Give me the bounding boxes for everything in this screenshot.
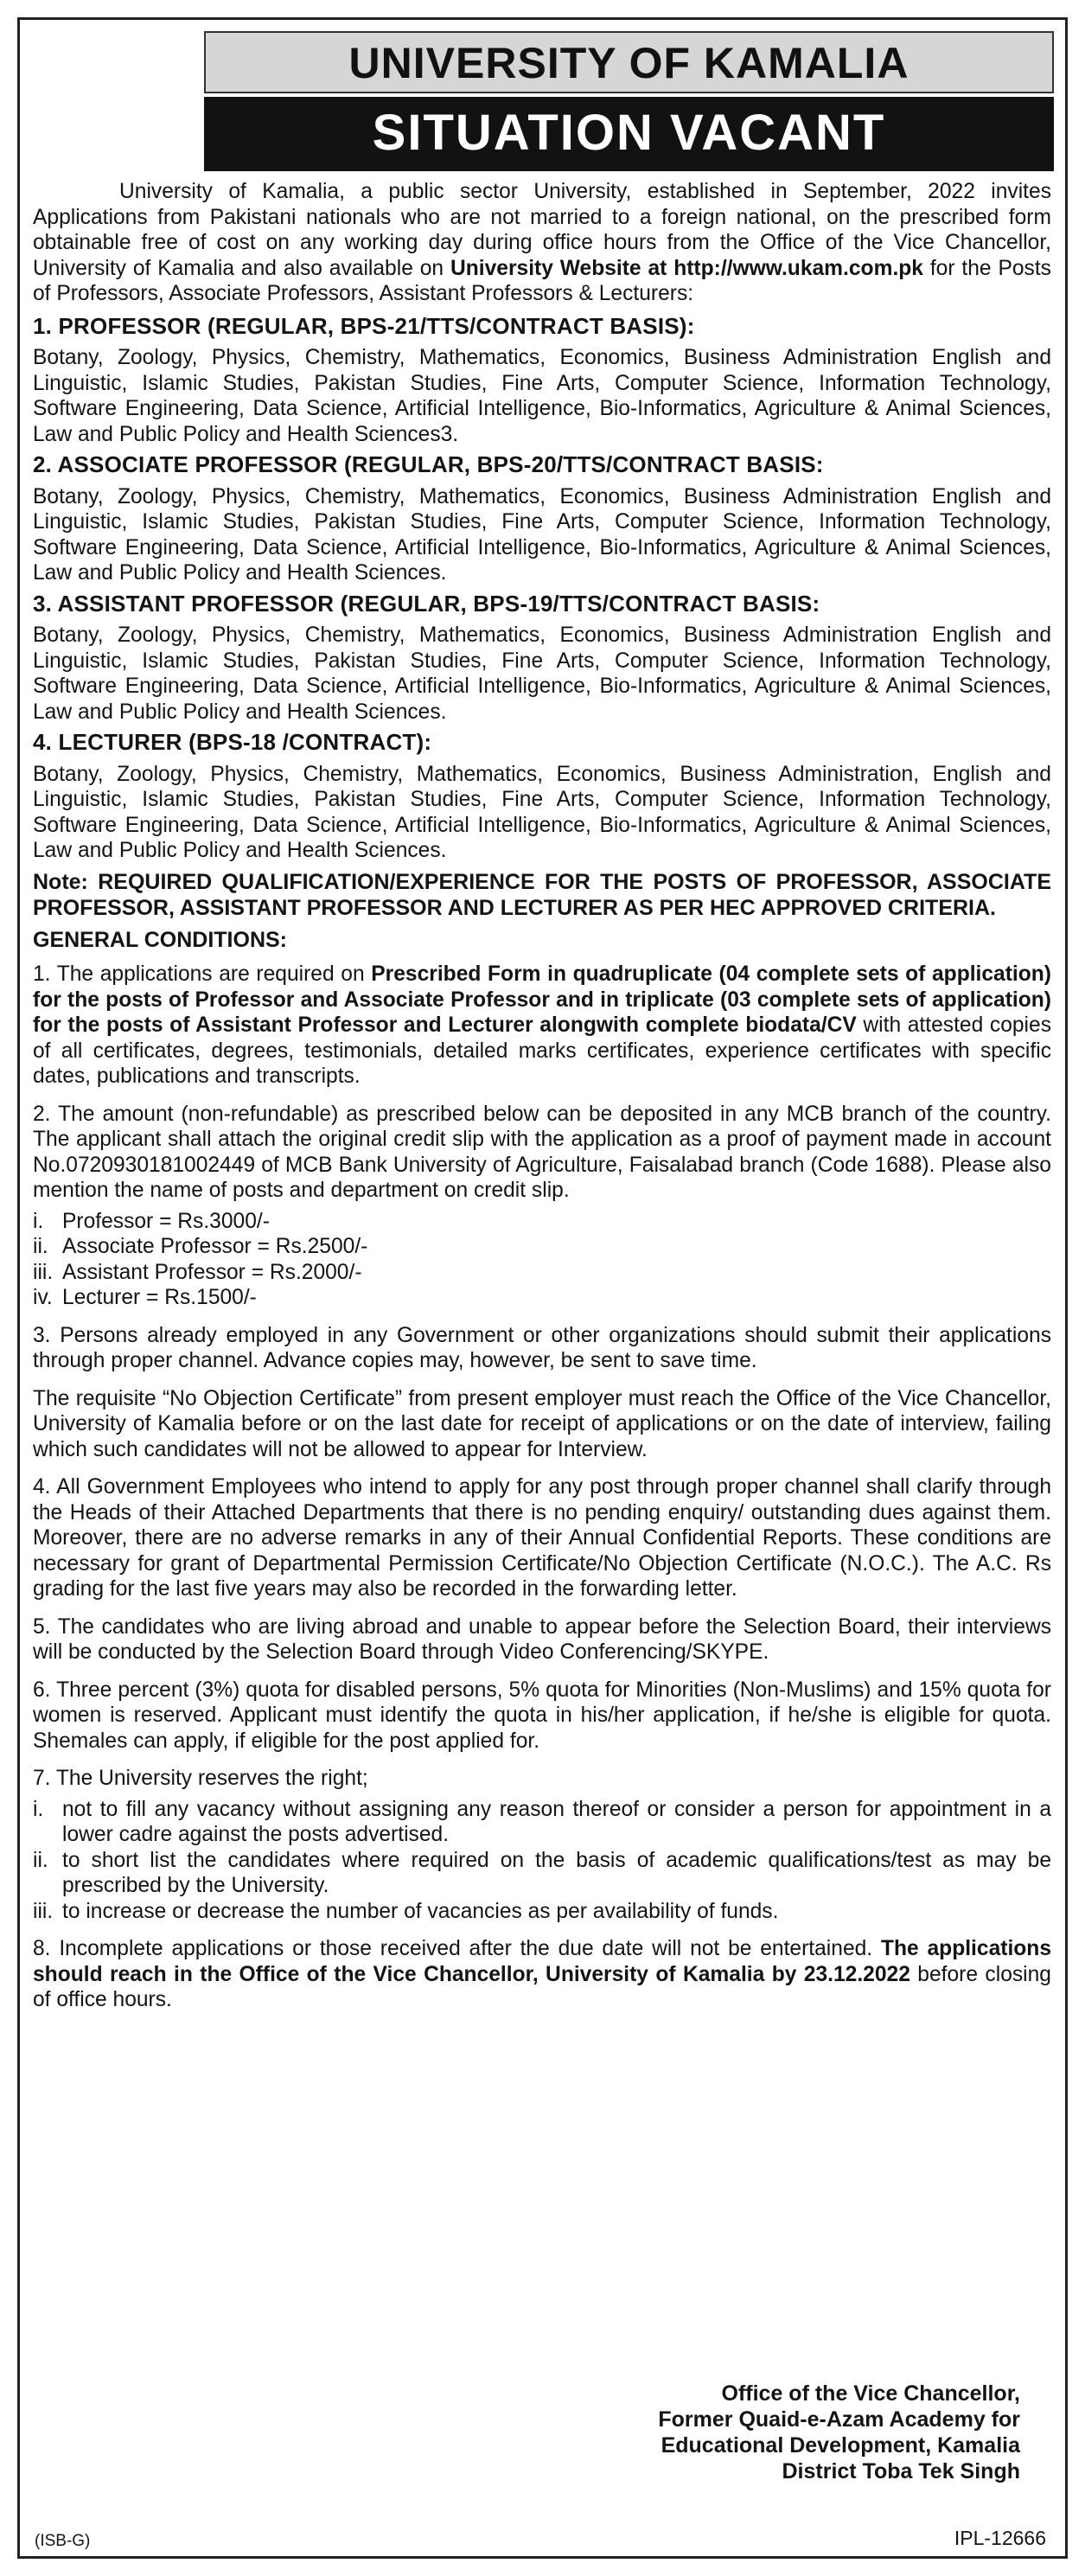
condition-5: 5. The candidates who are living abroad and unable to appear before the Selection Board, their interviews will be conducted by the Selection Board through Video Conferencing/SKYPE. <box>33 1614 1051 1664</box>
post-heading-lecturer: 4. LECTURER (BPS-18 /CONTRACT): <box>33 729 432 755</box>
post-heading-professor: 1. PROFESSOR (REGULAR, BPS-21/TTS/CONTRACT BASIS): <box>33 312 695 339</box>
fee-item: iii. Assistant Professor = Rs.2000/- <box>33 1260 362 1284</box>
post-subjects-lecturer: Botany, Zoology, Physics, Chemistry, Mathematics, Economics, Business Administration, English and Linguistic, Islamic Studies, Pakistan Studies, Fine Arts, Computer Science, Information Technology, Software Engineering, Data Science, Artificial Intelligence, Bio-Informatics, Agriculture & Animal Sciences, Law and Public Policy and Health Sciences. <box>33 762 1051 862</box>
post-subjects-associate-professor: Botany, Zoology, Physics, Chemistry, Mathematics, Economics, Business Administration English and Linguistic, Islamic Studies, Pakistan Studies, Fine Arts, Computer Science, Information Technology, Software Engineering, Data Science, Artificial Intelligence, Bio-Informatics, Agriculture & Animal Sciences, Law and Public Policy and Health Sciences. <box>33 484 1051 585</box>
post-heading-assistant-professor: 3. ASSISTANT PROFESSOR (REGULAR, BPS-19/TTS/CONTRACT BASIS: <box>33 590 820 617</box>
situation-vacant-banner: SITUATION VACANT <box>204 97 1054 171</box>
rights-item: iii. to increase or decrease the number of vacancies as per availability of funds. <box>33 1899 779 1923</box>
rights-item: i. not to fill any vacancy without assigning any reason thereof or consider a person for appointment in a lower cadre against the posts advertised. <box>33 1797 1051 1846</box>
condition-6: 6. Three percent (3%) quota for disabled persons, 5% quota for Minorities (Non-Muslims) and 15% quota for women is reserved. Applicant must identify the quota in his/her application, if he/she is eligible for quota. Shemales can apply, if eligible for the post applied for. <box>33 1678 1051 1753</box>
post-heading-associate-professor: 2. ASSOCIATE PROFESSOR (REGULAR, BPS-20/TTS/CONTRACT BASIS: <box>33 451 824 477</box>
office-line: Educational Development, Kamalia <box>661 2433 1020 2458</box>
office-line: Former Quaid-e-Azam Academy for <box>658 2407 1020 2432</box>
post-subjects-assistant-professor: Botany, Zoology, Physics, Chemistry, Mathematics, Economics, Business Administration English and Linguistic, Islamic Studies, Pakistan Studies, Fine Arts, Computer Science, Information Technology, Software Engineering, Data Science, Artificial Intelligence, Bio-Informatics, Agriculture & Animal Sciences, Law and Public Policy and Health Sciences. <box>33 623 1051 724</box>
issuing-office-block <box>658 2381 1020 2484</box>
footer-code-right: IPL-12666 <box>954 2527 1046 2549</box>
condition-8: 8. Incomplete applications or those received after the due date will not be entertained. The applications should reach in the Office of the Vice Chancellor, University of Kamalia by 23.12.2022 before closing of office hours. <box>33 1937 1051 2011</box>
condition-3: 3. Persons already employed in any Government or other organizations should submit their applications through proper channel. Advance copies may, however, be sent to save time. <box>33 1323 1051 1372</box>
advertisement-body <box>33 179 1051 2025</box>
fee-item: iv. Lecturer = Rs.1500/- <box>33 1286 257 1309</box>
office-line: Office of the Vice Chancellor, <box>721 2381 1020 2406</box>
website-link-text: University Website at http://www.ukam.com.pk <box>450 256 923 280</box>
fee-list <box>33 1209 1051 1311</box>
fee-item: i. Professor = Rs.3000/- <box>33 1209 270 1233</box>
footer-code-left: (ISB-G) <box>35 2532 91 2550</box>
fee-item: ii. Associate Professor = Rs.2500/- <box>33 1235 368 1258</box>
office-line: District Toba Tek Singh <box>782 2459 1020 2483</box>
rights-list <box>33 1797 1051 1925</box>
condition-4: 4. All Government Employees who intend to apply for any post through proper channel shall clarify through the Heads of their Attached Departments that there is no pending enquiry/ outstanding dues against them. Moreover, there are no adverse remarks in any of their Annual Confidential Reports. These conditions are necessary for grant of Departmental Permission Certificate/No Objection Certificate (N.O.C.). The A.C. Rs grading for the last five years may also be recorded in the forwarding letter. <box>33 1475 1051 1601</box>
general-conditions-heading: GENERAL CONDITIONS: <box>33 927 287 952</box>
condition-3-noc: The requisite “No Objection Certificate” from present employer must reach the Office of the Vice Chancellor, University of Kamalia before or on the last date for receipt of applications or on the date of interview, failing which such candidates will not be allowed to appear for Interview. <box>33 1386 1051 1461</box>
qualification-note: Note: REQUIRED QUALIFICATION/EXPERIENCE FOR THE POSTS OF PROFESSOR, ASSOCIATE PROFESSOR, ASSISTANT PROFESSOR AND LECTURER AS PER HEC APPROVED CRITERIA. <box>33 869 1051 920</box>
condition-2: 2. The amount (non-refundable) as prescribed below can be deposited in any MCB branch of the country. The applicant shall attach the original credit slip with the application as a proof of payment made in account No.0720930181002449 of MCB Bank University of Agriculture, Faisalabad branch (Code 1688). Please also mention the name of posts and department on credit slip. <box>33 1102 1051 1202</box>
rights-item: ii. to short list the candidates where required on the basis of academic qualifications/test as may be prescribed by the University. <box>33 1848 1051 1897</box>
post-subjects-professor: Botany, Zoology, Physics, Chemistry, Mathematics, Economics, Business Administration English and Linguistic, Islamic Studies, Pakistan Studies, Fine Arts, Computer Science, Information Technology, Software Engineering, Data Science, Artificial Intelligence, Bio-Informatics, Agriculture & Animal Sciences, Law and Public Policy and Health Sciences3. <box>33 346 1051 446</box>
condition-7: 7. The University reserves the right; <box>33 1767 368 1790</box>
condition-1: 1. The applications are required on Prescribed Form in quadruplicate (04 complete sets of application) for the posts of Professor and Associate Professor and in triplicate (03 complete sets of application) for the posts of Assistant Professor and Lecturer alongwith complete biodata/CV with attested copies of all certificates, degrees, testimonials, detailed marks certificates, experience certificates with specific dates, publications and transcripts. <box>33 962 1051 1088</box>
intro-paragraph: University of Kamalia, a public sector University, established in September, 2022 invites Applications from Pakistani nationals who are not married to a foreign national, on the prescribed form obtainable free of cost on any working day during office hours from the Office of the Vice Chancellor, University of Kamalia and also available on University Website at http://www.ukam.com.pk for the Posts of Professors, Associate Professors, Assistant Professors & Lecturers: <box>33 180 1051 305</box>
university-title: UNIVERSITY OF KAMALIA <box>204 31 1054 93</box>
